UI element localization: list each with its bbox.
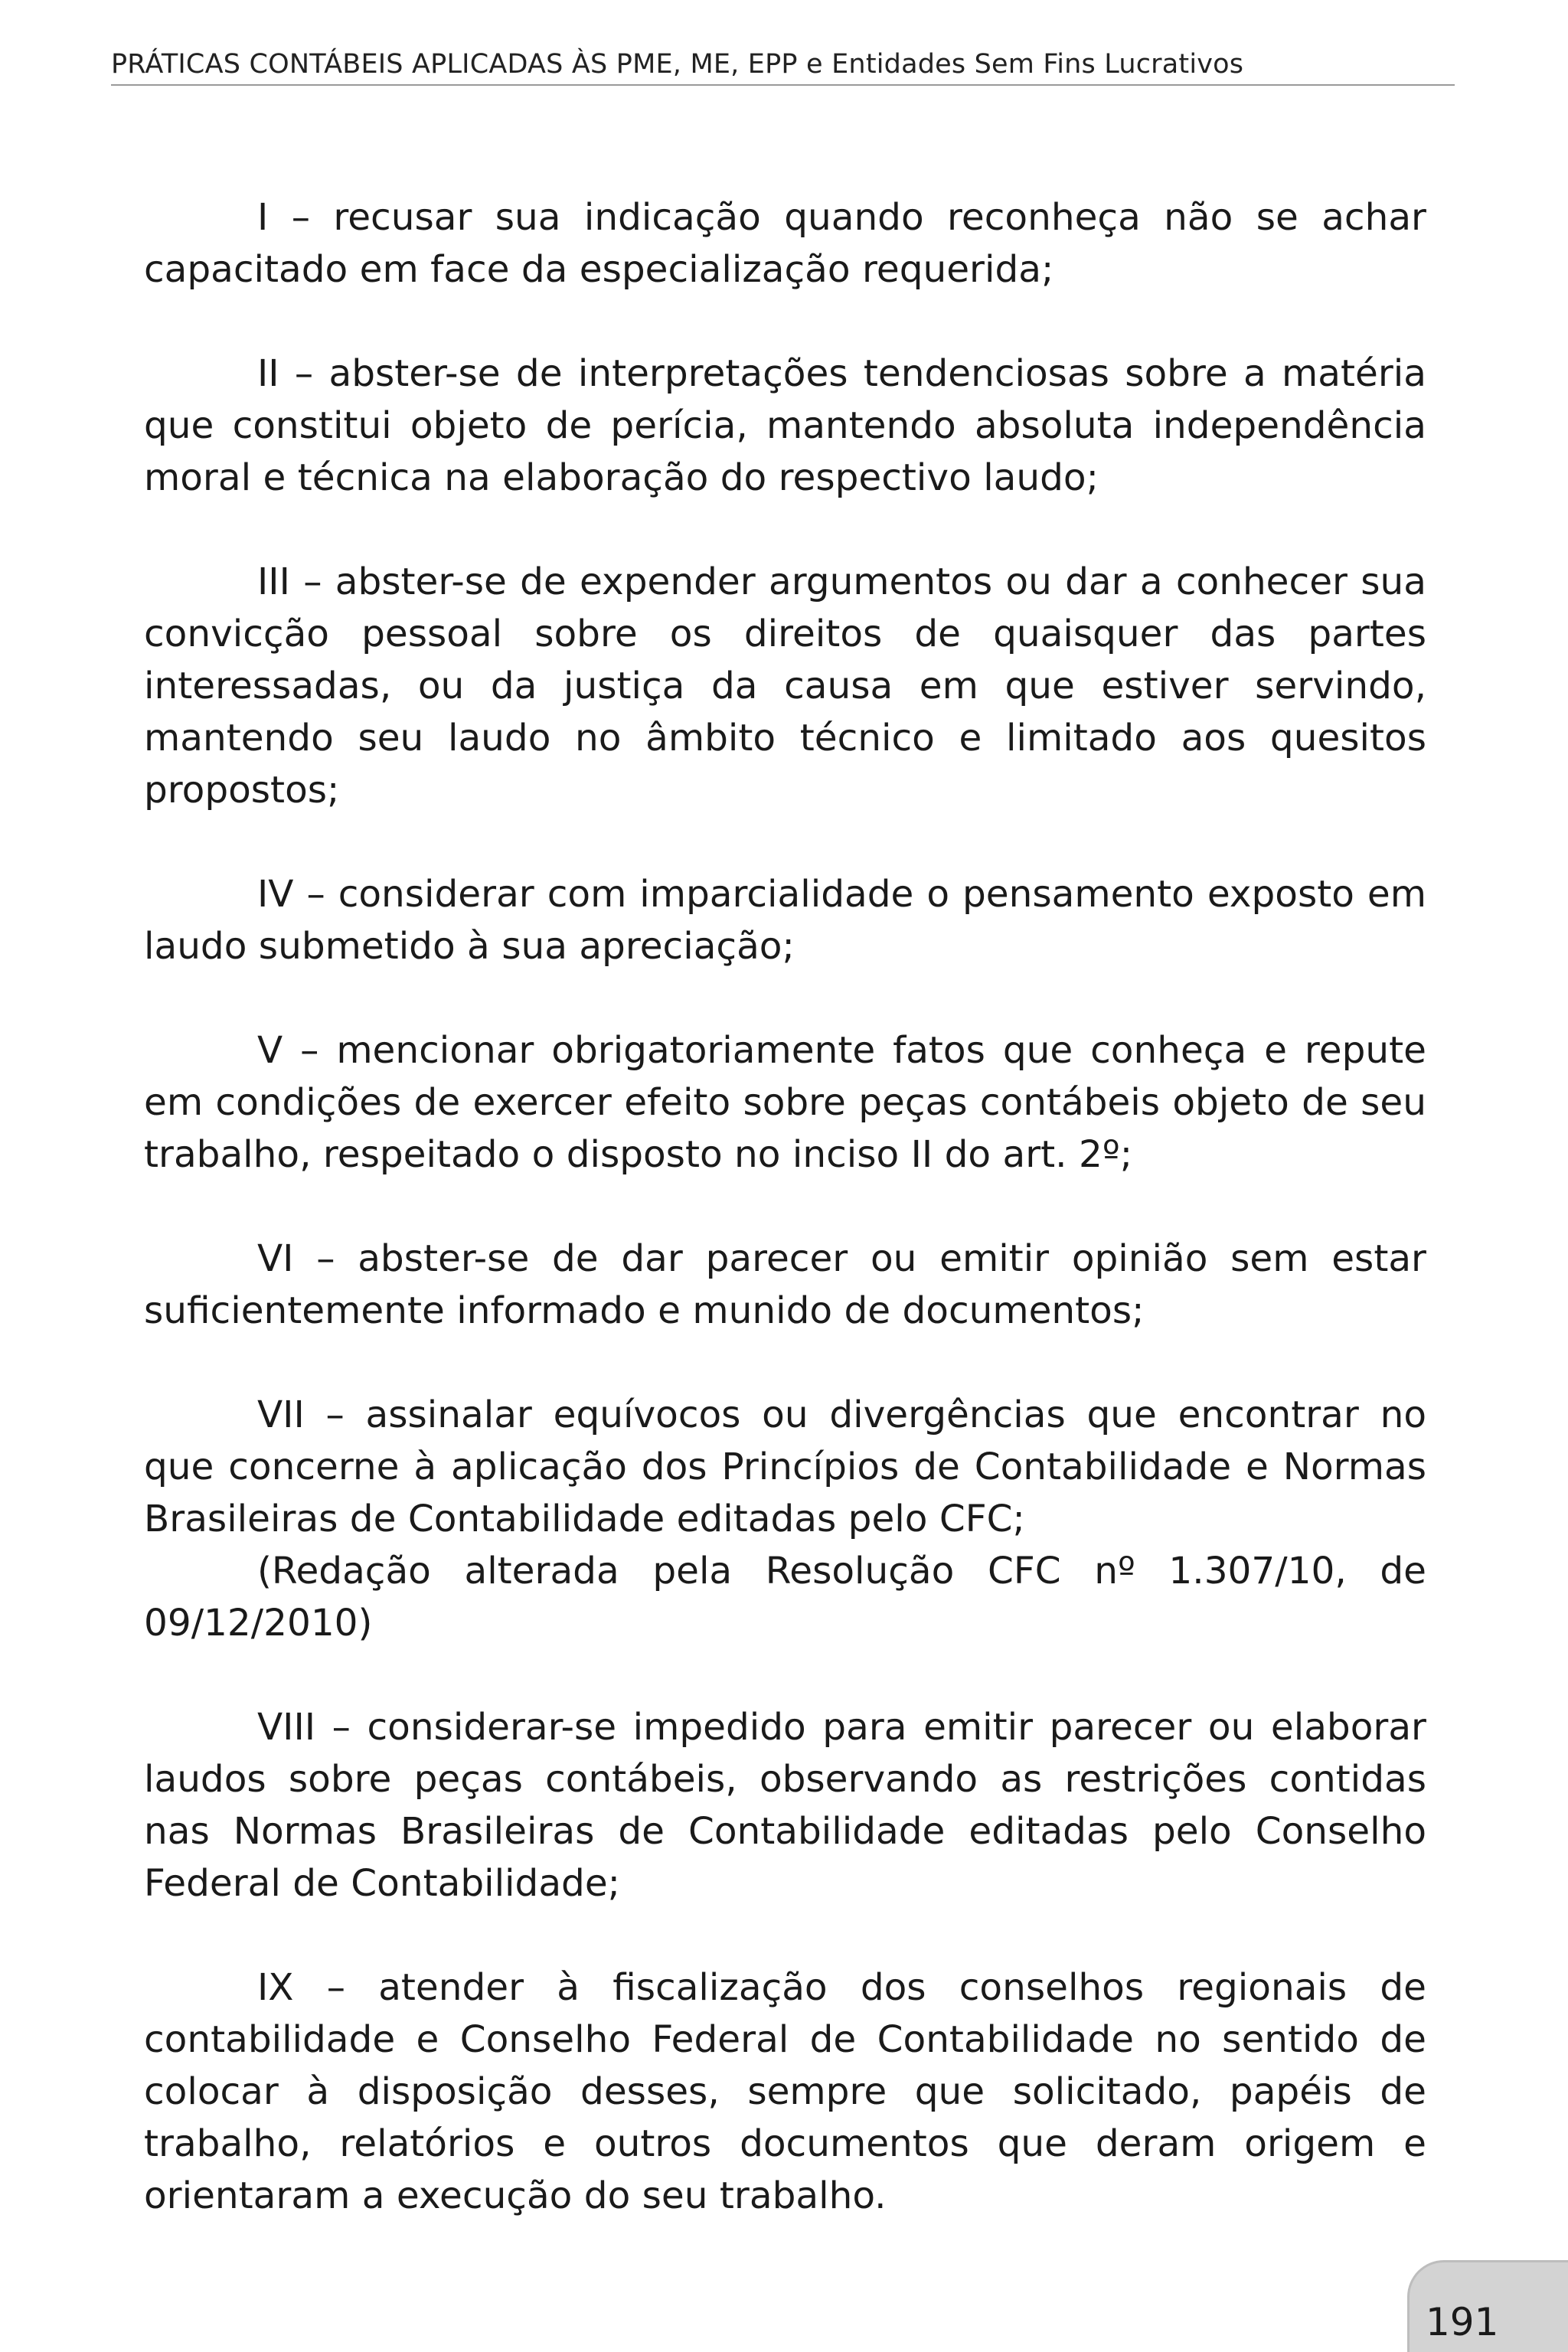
header-divider	[111, 84, 1455, 86]
paragraph-item-viii: VIII – considerar-se impedido para emitir parecer ou elaborar laudos sobre peças contábeis, observando as restrições contidas nas Normas Brasileiras de Contabilidade editadas pelo Conselho Federal de Contabilidade;	[144, 1706, 1426, 1905]
page-number: 191	[1426, 2300, 1499, 2344]
paragraph-item-vi: VI – abster-se de dar parecer ou emitir opinião sem estar suficientemente informado e munido de documentos;	[144, 1237, 1426, 1332]
paragraph-item-iii: III – abster-se de expender argumentos ou dar a conhecer sua convicção pessoal sobre os direitos de quaisquer das partes interessadas, ou da justiça da causa em que estiver servindo, mantendo seu laudo no âmbito técnico e limitado aos quesitos propostos;	[144, 560, 1426, 812]
paragraph-item-ii: II – abster-se de interpretações tendenciosas sobre a matéria que constitui objeto de perícia, mantendo absoluta independência moral e técnica na elaboração do respectivo laudo;	[144, 352, 1426, 499]
paragraph-amendment-note: (Redação alterada pela Resolução CFC nº 1.307/10, de 09/12/2010)	[144, 1550, 1426, 1645]
paragraph-item-v: V – mencionar obrigatoriamente fatos que conheça e repute em condições de exercer efeito sobre peças contábeis objeto de seu trabalho, respeitado o disposto no inciso II do art. 2º;	[144, 1029, 1426, 1176]
document-body	[144, 191, 1426, 2222]
paragraph-item-ix: IX – atender à fiscalização dos conselhos regionais de contabilidade e Conselho Federal de Contabilidade no sentido de colocar à disposição desses, sempre que solicitado, papéis de trabalho, relatórios e outros documentos que deram origem e orientaram a execução do seu trabalho.	[144, 1966, 1426, 2217]
running-header: PRÁTICAS CONTÁBEIS APLICADAS ÀS PME, ME, EPP e Entidades Sem Fins Lucrativos	[111, 49, 1244, 80]
paragraph-item-vii: VII – assinalar equívocos ou divergências que encontrar no que concerne à aplicação dos Princípios de Contabilidade e Normas Brasileiras de Contabilidade editadas pelo CFC;	[144, 1393, 1426, 1540]
paragraph-item-i: I – recusar sua indicação quando reconheça não se achar capacitado em face da especialização requerida;	[144, 196, 1426, 291]
paragraph-item-iv: IV – considerar com imparcialidade o pensamento exposto em laudo submetido à sua apreciação;	[144, 873, 1426, 968]
